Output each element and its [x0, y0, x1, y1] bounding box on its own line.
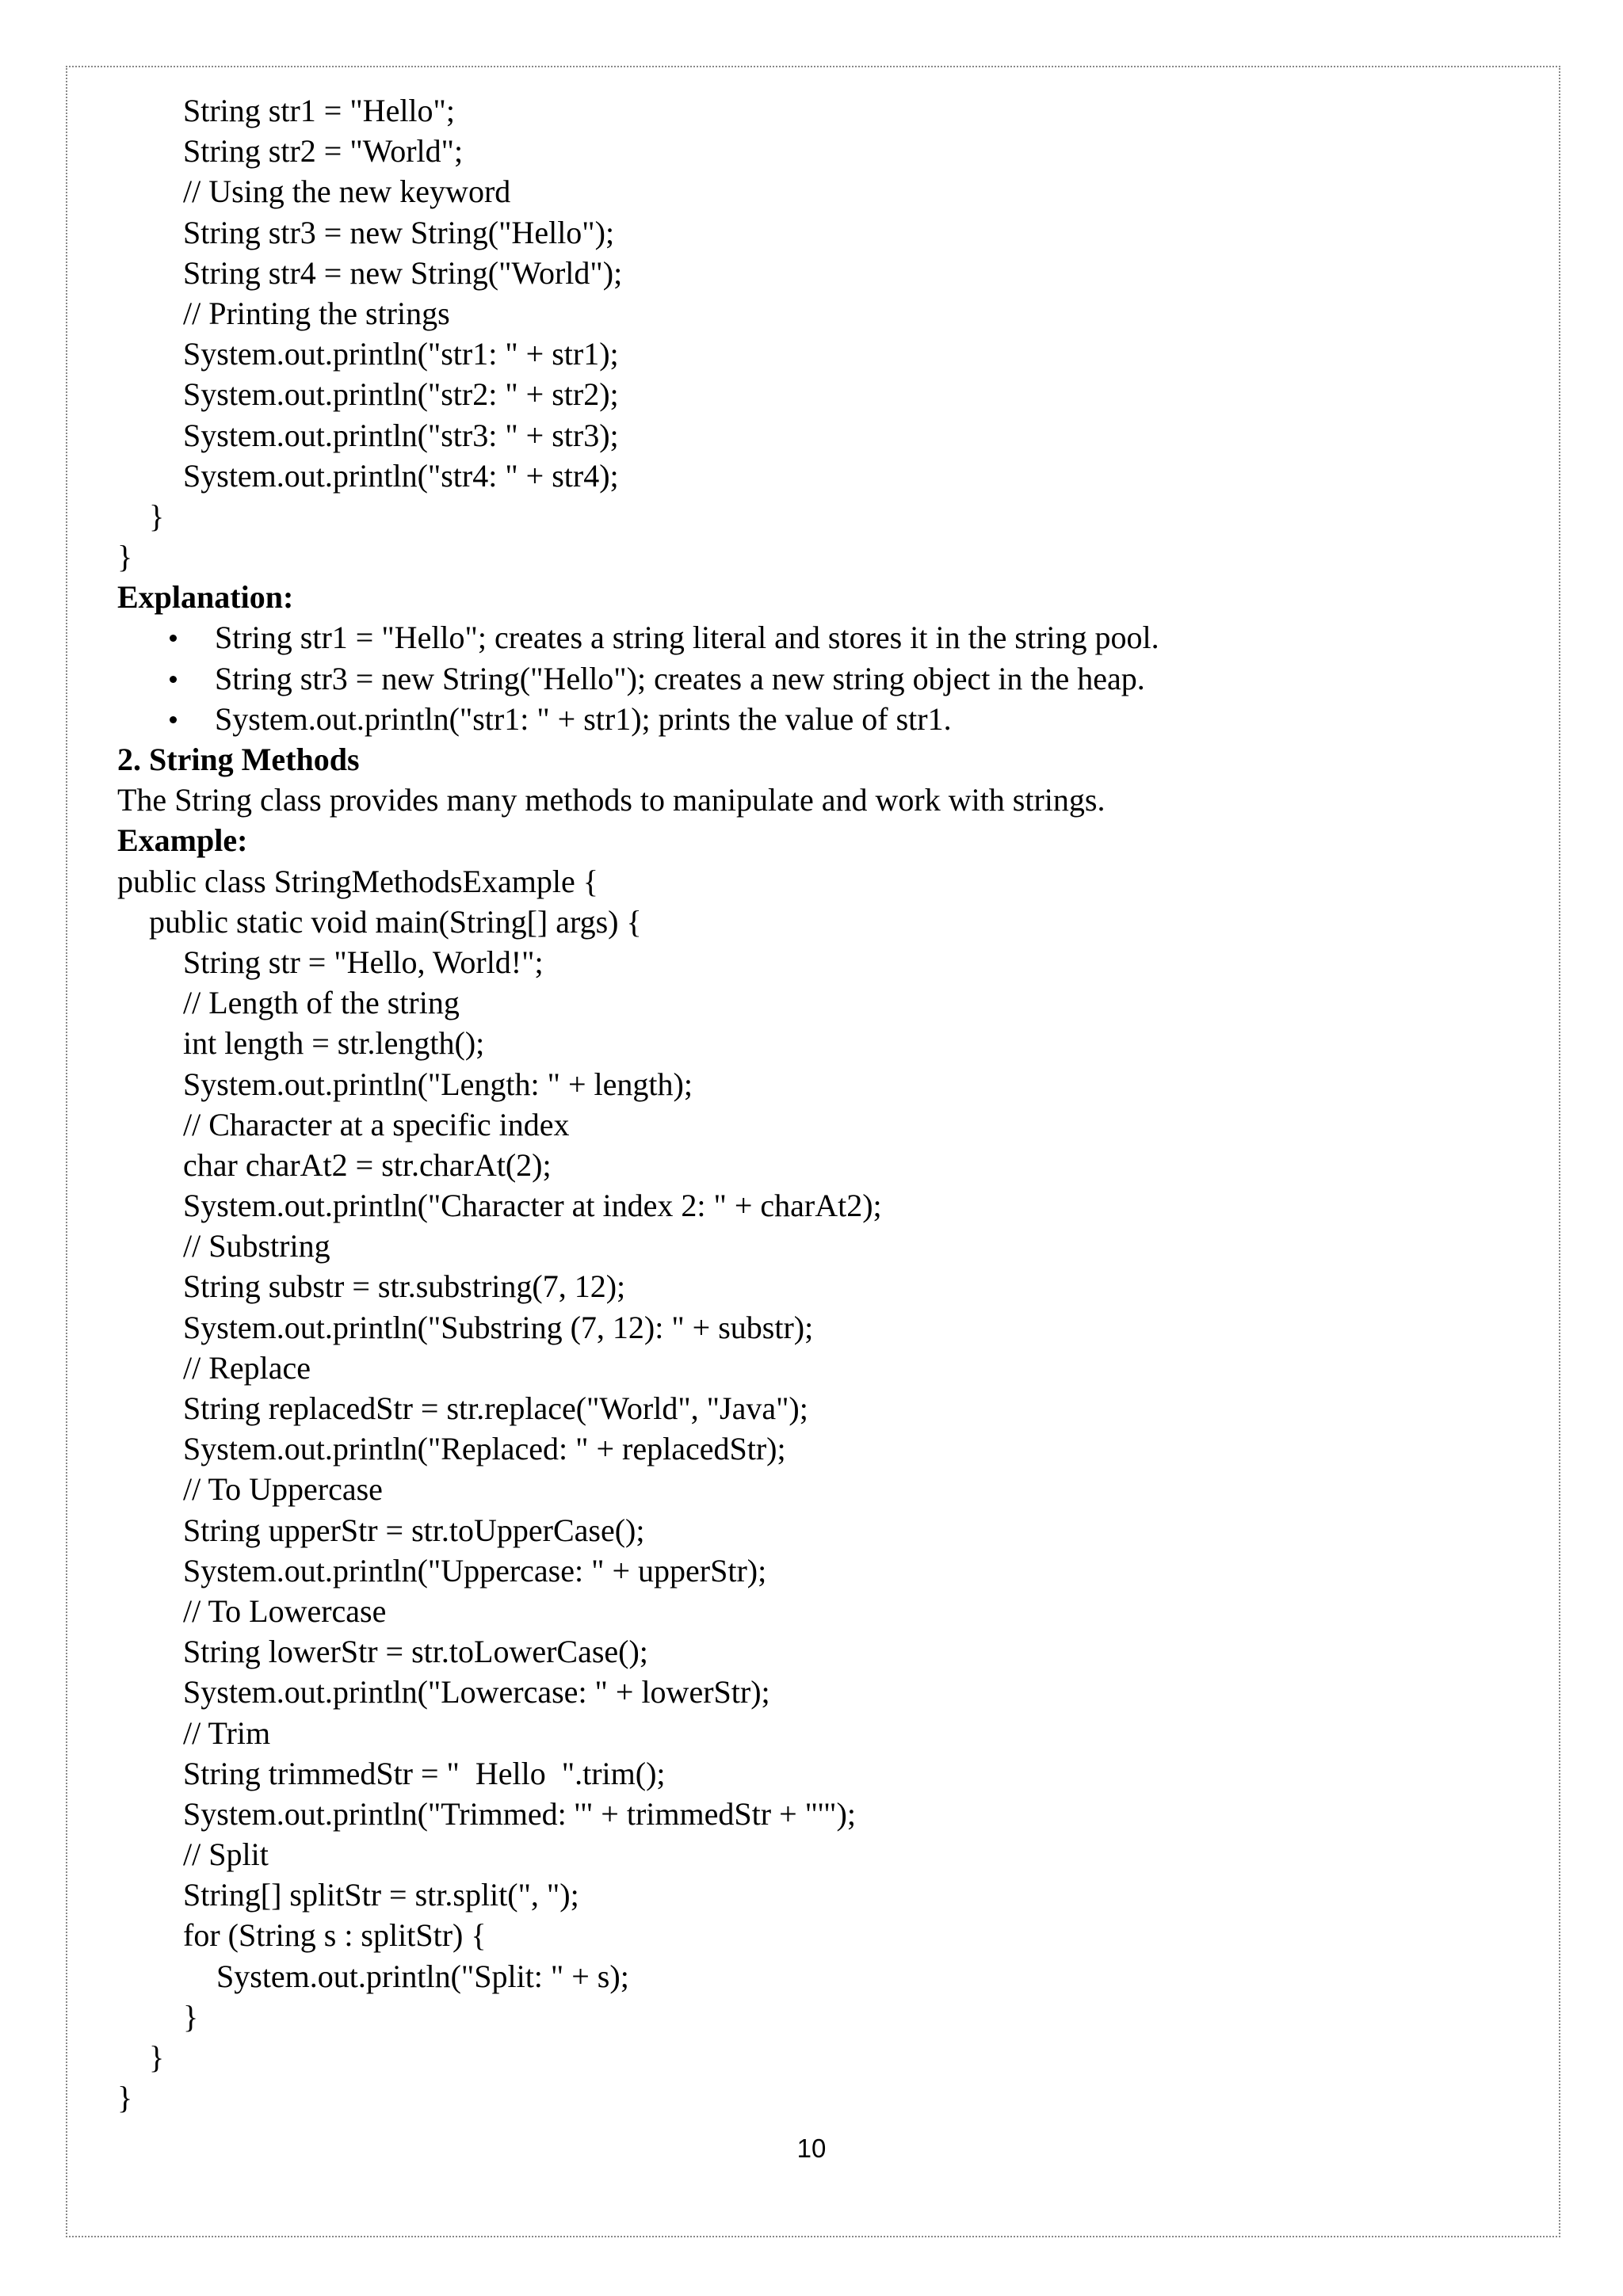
code-line: String str = "Hello, World!";: [183, 944, 544, 980]
code-line: System.out.println("Replaced: " + replacedStr);: [183, 1431, 786, 1467]
code-line: char charAt2 = str.charAt(2);: [183, 1146, 552, 1183]
code-brace: }: [183, 1998, 199, 2035]
code-line: System.out.println("str2: " + str2);: [183, 376, 619, 413]
list-item: [117, 699, 1512, 739]
code-comment: // Using the new keyword: [183, 174, 511, 210]
code-line: int length = str.length();: [183, 1025, 485, 1062]
list-item-text: System.out.println("str1: " + str1); prints the value of str1.: [215, 700, 952, 737]
code-line: String replacedStr = str.replace("World", "Java");: [183, 1390, 808, 1426]
code-line: String lowerStr = str.toLowerCase();: [183, 1634, 648, 1670]
code-line: System.out.println("Character at index 2: " + charAt2);: [183, 1188, 882, 1224]
code-line: public class StringMethodsExample {: [117, 863, 598, 899]
page-number: 10: [796, 2134, 827, 2163]
code-line: System.out.println("Substring (7, 12): " + substr);: [183, 1309, 814, 1345]
code-comment: // Printing the strings: [183, 295, 450, 331]
code-line: String str3 = new String("Hello");: [183, 214, 615, 250]
code-line: String str4 = new String("World");: [183, 254, 623, 291]
code-block-continued: [117, 90, 1512, 577]
code-comment: // Trim: [183, 1714, 271, 1751]
code-comment: // Replace: [183, 1349, 311, 1386]
section-heading: 2. String Methods: [117, 742, 360, 777]
code-line: System.out.println("Trimmed: '" + trimmedStr + "'");: [183, 1795, 856, 1832]
list-item-text: String str1 = "Hello"; creates a string literal and stores it in the string pool.: [215, 620, 1159, 656]
code-line: System.out.println("str4: " + str4);: [183, 457, 619, 494]
code-line: public static void main(String[] args) {: [149, 903, 642, 940]
code-line: System.out.println("Length: " + length);: [183, 1066, 693, 1102]
code-comment: // Length of the string: [183, 985, 460, 1021]
example-heading: Example:: [117, 822, 248, 859]
code-comment: // Substring: [183, 1228, 330, 1264]
code-comment: // To Uppercase: [183, 1471, 383, 1508]
code-line: String substr = str.substring(7, 12);: [183, 1268, 626, 1305]
code-line: String str1 = "Hello";: [183, 93, 455, 128]
list-item: [117, 658, 1512, 699]
code-line: System.out.println("Split: " + s);: [216, 1958, 629, 1994]
bullet-icon: [170, 676, 177, 683]
document-content: [117, 90, 1512, 2118]
list-item-text: String str3 = new String("Hello"); creates a new string object in the heap.: [215, 660, 1145, 696]
code-brace: }: [117, 2080, 133, 2116]
code-comment: // Split: [183, 1836, 269, 1873]
code-brace: }: [117, 539, 133, 575]
explanation-heading: Explanation:: [117, 579, 294, 616]
code-comment: // Character at a specific index: [183, 1106, 570, 1142]
code-line: String trimmedStr = " Hello ".trim();: [183, 1755, 666, 1791]
code-line: String[] splitStr = str.split(", ");: [183, 1877, 579, 1913]
bullet-icon: [170, 716, 177, 723]
code-brace: }: [149, 498, 165, 534]
code-line: String upperStr = str.toUpperCase();: [183, 1512, 645, 1548]
code-block-example: [117, 861, 1512, 2119]
list-item: [117, 617, 1512, 658]
code-line: System.out.println("Uppercase: " + upperStr);: [183, 1552, 767, 1589]
code-line: System.out.println("str1: " + str1);: [183, 336, 619, 372]
code-line: System.out.println("Lowercase: " + lowerStr);: [183, 1674, 770, 1711]
code-line: for (String s : splitStr) {: [183, 1917, 487, 1954]
code-line: String str2 = "World";: [183, 133, 464, 170]
section-description: The String class provides many methods to manipulate and work with strings.: [117, 782, 1106, 818]
code-comment: // To Lowercase: [183, 1592, 387, 1629]
code-line: System.out.println("str3: " + str3);: [183, 417, 619, 453]
code-brace: }: [149, 2039, 165, 2075]
bullet-icon: [170, 635, 177, 642]
explanation-list: [117, 617, 1512, 739]
